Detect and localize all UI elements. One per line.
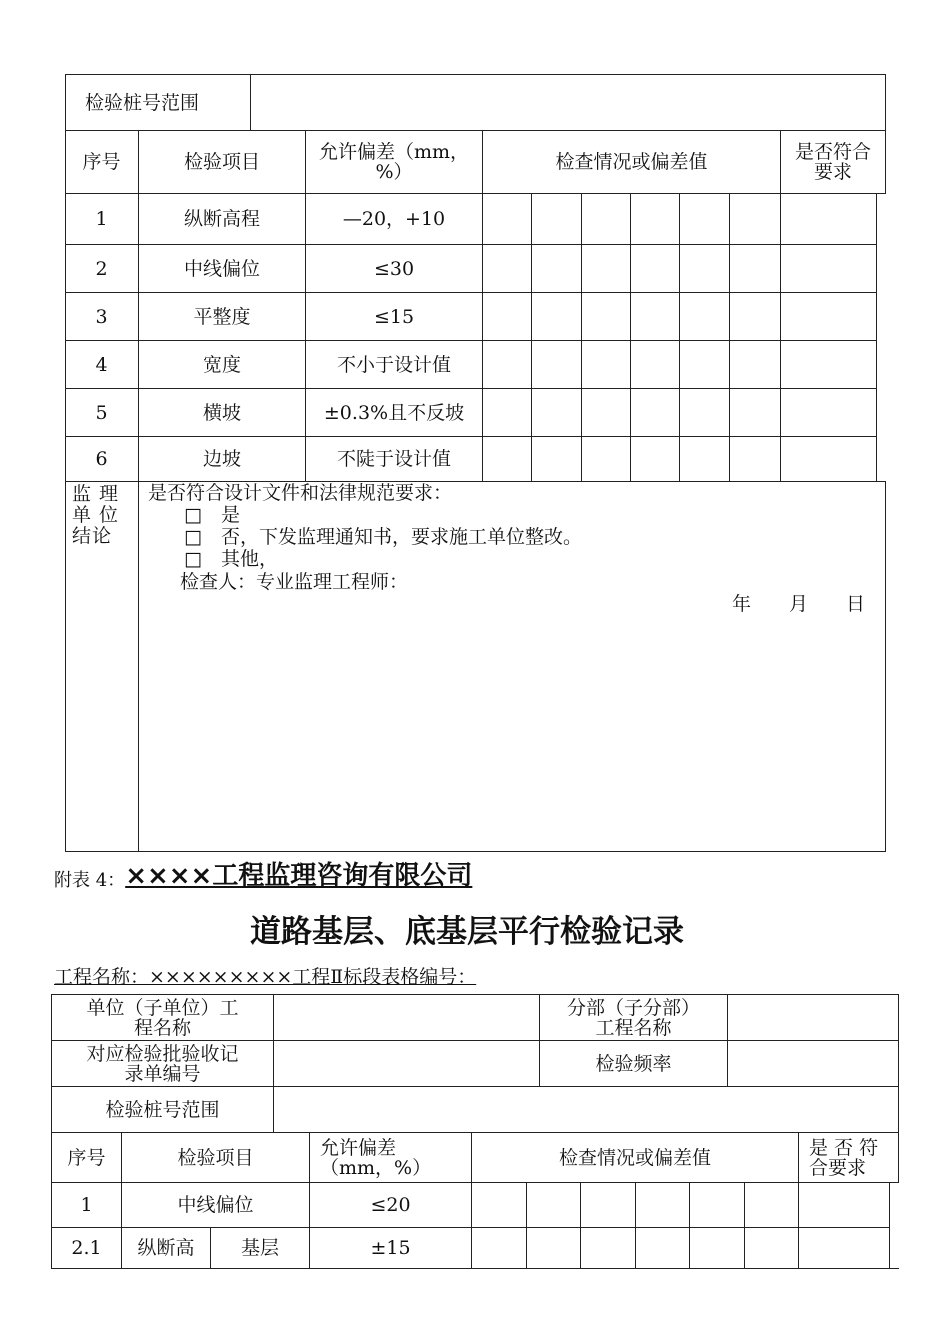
option-yes[interactable]: □ 是 xyxy=(184,504,240,526)
conclusion-question: 是否符合设计文件和法律规范要求： xyxy=(148,482,453,504)
row-item: 平整度 xyxy=(193,305,251,328)
option-other[interactable]: □ 其他， xyxy=(184,548,278,570)
row-tolerance: ≤30 xyxy=(373,257,415,280)
row-item: 纵断高程 xyxy=(183,208,260,230)
sub-project-value[interactable] xyxy=(728,995,898,1040)
row-tolerance: ±0.3%且不反坡 xyxy=(323,401,465,424)
row-item: 横坡 xyxy=(202,401,241,424)
row-no: 3 xyxy=(95,305,108,328)
row-no: 4 xyxy=(95,353,108,376)
attachment-prefix: 附表 4： xyxy=(54,870,126,891)
date-label: 年 月 日 xyxy=(732,593,866,615)
row-item-2: 中线偏位 xyxy=(177,1194,254,1216)
company-name: ××××工程监理咨询有限公司 xyxy=(125,861,473,891)
row-tolerance: 不陡于设计值 xyxy=(336,448,451,470)
row-item: 边坡 xyxy=(202,448,241,470)
frequency-label: 检验频率 xyxy=(595,1052,672,1075)
row-item: 中线偏位 xyxy=(183,257,260,280)
batch-record-value[interactable] xyxy=(274,1041,539,1086)
attachment-line xyxy=(54,862,472,892)
row-no-2: 2.1 xyxy=(71,1237,102,1259)
header-item: 检验项目 xyxy=(183,151,260,173)
unit-project-label: 单位（子单位）工程名称 xyxy=(86,996,239,1039)
row-tolerance: —20，+10 xyxy=(342,208,446,230)
header-no: 序号 xyxy=(82,151,121,173)
row-tolerance-2: ±15 xyxy=(370,1237,411,1259)
header-conform-2: 是 否 符 合要求 xyxy=(809,1136,879,1179)
station-range-label-2: 检验桩号范围 xyxy=(105,1098,220,1121)
row-no: 5 xyxy=(95,401,108,424)
row-item: 宽度 xyxy=(202,353,241,376)
header-tolerance: 允许偏差（mm，%） xyxy=(318,141,470,183)
station-range-label: 检验桩号范围 xyxy=(85,91,200,114)
row-no: 6 xyxy=(95,448,108,470)
header-item-2: 检验项目 xyxy=(177,1146,254,1169)
header-check-2: 检查情况或偏差值 xyxy=(558,1146,711,1169)
row-no-2: 1 xyxy=(80,1194,93,1216)
batch-record-label: 对应检验批验收记录单编号 xyxy=(86,1042,239,1085)
station-range-value-2[interactable] xyxy=(274,1087,898,1132)
frequency-value[interactable] xyxy=(728,1041,898,1086)
row-subitem-2: 基层 xyxy=(240,1237,279,1259)
row-no: 2 xyxy=(95,257,108,280)
document-title: 道路基层、底基层平行检验记录 xyxy=(250,914,684,950)
header-check: 检查情况或偏差值 xyxy=(555,151,708,173)
row-tolerance: ≤15 xyxy=(373,305,415,328)
row-item-2: 纵断高 xyxy=(137,1237,195,1259)
sub-project-label: 分部（子分部）工程名称 xyxy=(566,996,700,1039)
row-tolerance-2: ≤20 xyxy=(370,1194,411,1216)
inspector-label: 检查人：专业监理工程师： xyxy=(180,571,409,593)
station-range-value[interactable] xyxy=(251,75,885,130)
option-no[interactable]: □ 否，下发监理通知书，要求施工单位整改。 xyxy=(184,526,582,548)
header-no-2: 序号 xyxy=(67,1146,106,1169)
unit-project-value[interactable] xyxy=(274,995,539,1040)
conclusion-label: 监 理 单 位 结论 xyxy=(72,483,120,547)
header-tolerance-2: 允许偏差（mm，%） xyxy=(320,1136,432,1179)
row-no: 1 xyxy=(95,208,108,230)
row-tolerance: 不小于设计值 xyxy=(336,353,451,376)
header-conform: 是否符合要求 xyxy=(794,141,871,183)
project-name-line: 工程名称：×××××××××工程Ⅱ标段表格编号： xyxy=(54,966,477,988)
